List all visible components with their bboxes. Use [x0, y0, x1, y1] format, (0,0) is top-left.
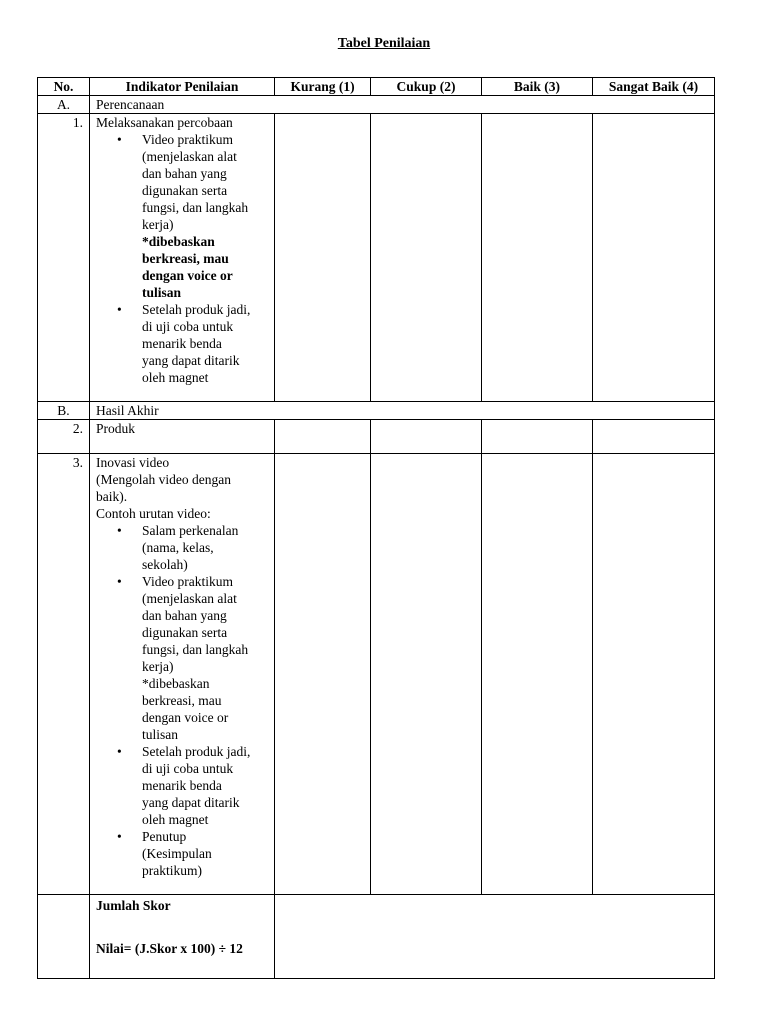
summary-score-cell: [275, 895, 715, 979]
table-row: [38, 114, 715, 402]
row-number: 1.: [38, 114, 90, 402]
line: • Video praktikum: [142, 574, 234, 589]
row-number: 2.: [38, 420, 90, 454]
row2-indicator: Produk: [90, 420, 275, 454]
table-row: [38, 454, 715, 895]
section-b-letter: B.: [38, 402, 90, 420]
header-indikator: Indikator Penilaian: [90, 78, 275, 96]
header-sangat-baik: Sangat Baik (4): [593, 78, 715, 96]
bold-note-line: tulisan: [142, 285, 182, 300]
line: fungsi, dan langkah: [142, 642, 249, 657]
row-number: 3.: [38, 454, 90, 895]
score-cell-baik: [482, 420, 593, 454]
line: yang dapat ditarik: [142, 353, 240, 368]
line: digunakan serta: [142, 625, 228, 640]
line: kerja): [142, 659, 174, 674]
line: menarik benda: [142, 336, 222, 351]
line: Contoh urutan video:: [96, 506, 211, 521]
row3-indicator: [90, 454, 275, 895]
header-no: No.: [38, 78, 90, 96]
header-cukup: Cukup (2): [371, 78, 482, 96]
bold-note-line: *dibebaskan: [142, 234, 215, 249]
score-cell-sangat-baik: [593, 420, 715, 454]
summary-row: [38, 895, 715, 979]
row1-text: Melaksanakan percobaan: [96, 115, 233, 130]
line: (Kesimpulan: [142, 846, 212, 861]
row3-bullet-list: [96, 522, 268, 879]
line: dan bahan yang: [142, 608, 227, 623]
line: digunakan serta: [142, 183, 228, 198]
line: • Penutup: [142, 829, 187, 844]
score-cell-sangat-baik: [593, 454, 715, 895]
line: praktikum): [142, 863, 202, 878]
row1-bullet-list: [96, 131, 268, 386]
section-a-letter: A.: [38, 96, 90, 114]
line: yang dapat ditarik: [142, 795, 240, 810]
line: di uji coba untuk: [142, 319, 234, 334]
score-cell-kurang: [275, 420, 371, 454]
bold-note-line: berkreasi, mau: [142, 251, 229, 266]
line: di uji coba untuk: [142, 761, 234, 776]
line: (Mengolah video dengan: [96, 472, 231, 487]
section-a-title: Perencanaan: [90, 96, 715, 114]
line: • Video praktikum: [142, 132, 234, 147]
line: (menjelaskan alat: [142, 591, 237, 606]
line: baik).: [96, 489, 128, 504]
score-cell-cukup: [371, 420, 482, 454]
list-item: [142, 828, 268, 879]
nilai-formula: Nilai= (J.Skor x 100) ÷ 12: [96, 941, 243, 956]
score-cell-baik: [482, 114, 593, 402]
score-cell-cukup: [371, 454, 482, 895]
section-a-row: [38, 96, 715, 114]
table-row: [38, 420, 715, 454]
summary-label-cell: [90, 895, 275, 979]
line: • Salam perkenalan: [142, 523, 239, 538]
list-item: [142, 573, 268, 743]
section-b-row: [38, 402, 715, 420]
line: sekolah): [142, 557, 188, 572]
score-cell-kurang: [275, 454, 371, 895]
score-cell-cukup: [371, 114, 482, 402]
score-cell-kurang: [275, 114, 371, 402]
line: menarik benda: [142, 778, 222, 793]
line: oleh magnet: [142, 812, 209, 827]
bold-note-line: dengan voice or: [142, 268, 233, 283]
list-item: [142, 301, 268, 386]
page-title: Tabel Penilaian: [337, 36, 431, 51]
line: dan bahan yang: [142, 166, 227, 181]
section-b-title: Hasil Akhir: [90, 402, 715, 420]
line: oleh magnet: [142, 370, 209, 385]
line: Inovasi video: [96, 455, 170, 470]
assessment-table: [37, 77, 715, 979]
list-item: [142, 743, 268, 828]
list-item: [142, 522, 268, 573]
header-kurang: Kurang (1): [275, 78, 371, 96]
line: *dibebaskan: [142, 676, 210, 691]
line: kerja): [142, 217, 174, 232]
header-baik: Baik (3): [482, 78, 593, 96]
line: • Setelah produk jadi,: [142, 302, 251, 317]
jumlah-skor-label: Jumlah Skor: [96, 898, 171, 913]
line: • Setelah produk jadi,: [142, 744, 251, 759]
summary-empty-cell: [38, 895, 90, 979]
score-cell-sangat-baik: [593, 114, 715, 402]
line: tulisan: [142, 727, 178, 742]
line: (menjelaskan alat: [142, 149, 237, 164]
header-row: [38, 78, 715, 96]
line: (nama, kelas,: [142, 540, 214, 555]
score-cell-baik: [482, 454, 593, 895]
list-item: [142, 131, 268, 301]
line: fungsi, dan langkah: [142, 200, 249, 215]
line: dengan voice or: [142, 710, 229, 725]
row1-indicator: [90, 114, 275, 402]
line: berkreasi, mau: [142, 693, 222, 708]
